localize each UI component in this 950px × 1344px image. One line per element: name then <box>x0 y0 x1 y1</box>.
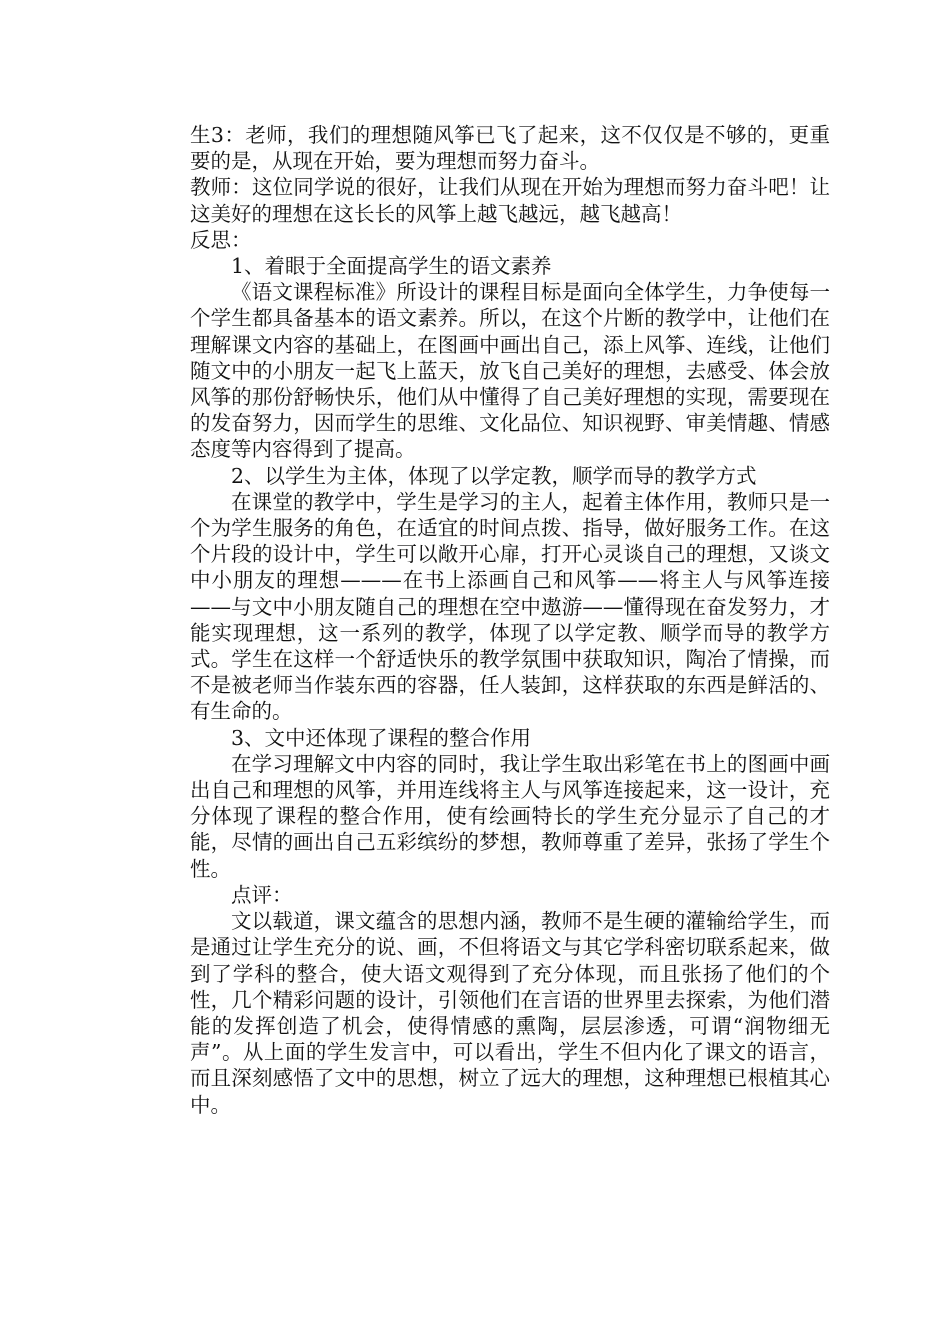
heading-point-1: 1、着眼于全面提高学生的语文素养 <box>231 254 552 279</box>
paragraph-point-2: 在课堂的教学中，学生是学习的主人，起着主体作用，教师只是一个为学生服务的角色，在适宜的时间点拨、指导，做好服务工作。在这个片段的设计中，学生可以敞开心扉，打开心灵谈自己的理想，又谈文中小朋友的理想———在书上添画自己和风筝——将主人与风筝连接——与文中小朋友随自己的理想在空中遨游——懂得现在奋发努力，才能实现理想，这一系列的教学，体现了以学定教、顺学而导的教学方式。学生在这样一个舒适快乐的教学氛围中获取知识，陶冶了情操，而不是被老师当作装东西的容器，任人装卸，这样获取的东西是鲜活的、有生命的。 <box>190 489 830 724</box>
heading-comment: 点评： <box>231 882 293 907</box>
paragraph-teacher: 教师：这位同学说的很好，让我们从现在开始为理想而努力奋斗吧！让这美好的理想在这长长的风筝上越飞越远，越飞越高！ <box>190 175 830 226</box>
paragraph-point-1: 《语文课程标准》所设计的课程目标是面向全体学生，力争使每一个学生都具备基本的语文素养。所以，在这个片断的教学中，让他们在理解课文内容的基础上，在图画中画出自己，添上风筝、连线，让他们随文中的小朋友一起飞上蓝天，放飞自己美好的理想，去感受、体会放风筝的那份舒畅快乐，他们从中懂得了自己美好理想的实现，需要现在的发奋努力，因而学生的思维、文化品位、知识视野、审美情趣、情感态度等内容得到了提高。 <box>190 280 830 462</box>
document-page <box>190 122 830 1118</box>
paragraph-comment: 文以载道，课文蕴含的思想内涵，教师不是生硬的灌输给学生，而是通过让学生充分的说、画，不但将语文与其它学科密切联系起来，做到了学科的整合，使大语文观得到了充分体现，而且张扬了他们的个性，几个精彩问题的设计，引领他们在言语的世界里去探索，为他们潜能的发挥创造了机会，使得情感的熏陶，层层渗透，可谓“润物细无声”。从上面的学生发言中，可以看出，学生不但内化了课文的语言，而且深刻感悟了文中的思想，树立了远大的理想，这种理想已根植其心中。 <box>190 909 830 1117</box>
heading-point-2: 2、以学生为主体，体现了以学定教，顺学而导的教学方式 <box>231 463 757 488</box>
paragraph-point-3: 在学习理解文中内容的同时，我让学生取出彩笔在书上的图画中画出自己和理想的风筝，并用连线将主人与风筝连接起来，这一设计，充分体现了课程的整合作用，使有绘画特长的学生充分显示了自己的才能，尽情的画出自己五彩缤纷的梦想，教师尊重了差异，张扬了学生个性。 <box>190 751 830 881</box>
paragraph-student-3: 生3：老师，我们的理想随风筝已飞了起来，这不仅仅是不够的，更重要的是，从现在开始，要为理想而努力奋斗。 <box>190 123 830 174</box>
heading-reflection: 反思： <box>190 227 252 252</box>
heading-point-3: 3、文中还体现了课程的整合作用 <box>231 725 532 750</box>
